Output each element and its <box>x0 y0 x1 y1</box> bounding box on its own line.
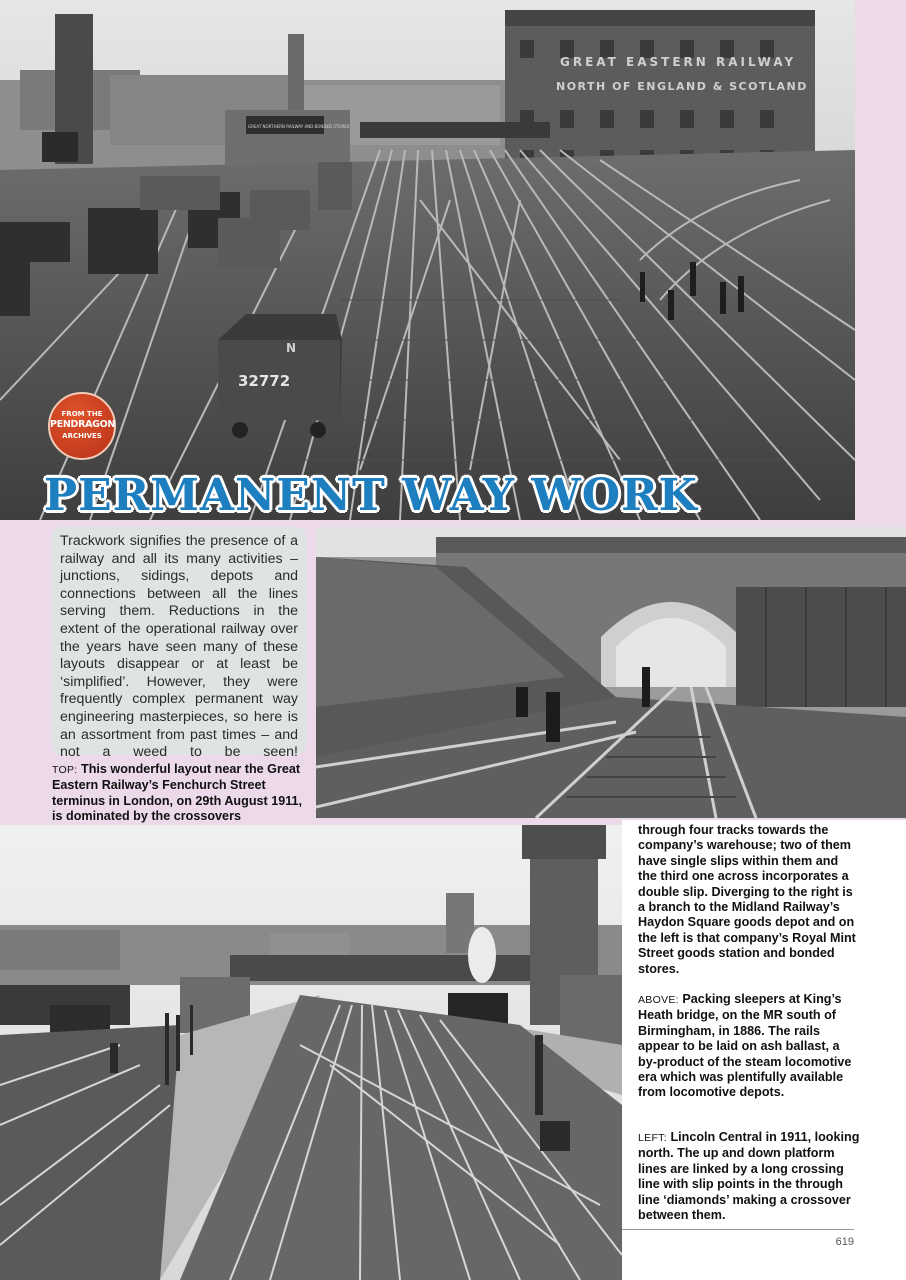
caption-above-text: Packing sleepers at King’s Heath bridge, on the MR south of Birmingham, in 1886. The rails appear to be laid on ash ballast, a by-product of the steam locomotive era which was plentifully available from locomotive depots. <box>638 992 852 1100</box>
caption-above <box>638 992 860 1101</box>
caption-top <box>52 762 306 825</box>
caption-left <box>638 1130 860 1223</box>
warehouse-sign-bottom: NORTH OF ENGLAND & SCOTLAND <box>556 80 808 93</box>
footer-rule <box>622 1229 854 1230</box>
photo-fenchurch-street <box>0 0 855 520</box>
caption-top-label: TOP: <box>52 764 78 776</box>
photo-kings-heath-bridge <box>316 527 906 818</box>
wagon-letter: N <box>286 341 297 355</box>
badge-line2: PENDRAGON <box>50 419 116 430</box>
intro-text: Trackwork signifies the presence of a railway and all its many activities – junctions, sidings, depots and connections between all the lines serving them. Reductions in the extent of the operational railway over the years have seen many of these layouts disappear or at least be ‘simplified’. However, they were frequently complex permanent way engineering masterpieces, so here is an assortment from past times – and not a weed to be seen! <box>52 527 306 755</box>
photo-lincoln-central <box>0 825 622 1280</box>
caption-left-label: LEFT: <box>638 1132 667 1144</box>
stores-sign: GREAT NORTHERN RAILWAY AND BONDED STORES <box>248 124 350 129</box>
caption-top-continuation <box>638 823 860 977</box>
wagon-number: 32772 <box>238 372 291 390</box>
pendragon-archives-badge <box>48 392 116 460</box>
badge-line1: FROM THE <box>61 410 103 418</box>
page-number: 619 <box>835 1236 854 1248</box>
caption-left-text: Lincoln Central in 1911, looking north. The up and down platform lines are linked by a long crossing line with slip points in the through line ‘diamonds’ making a crossover between them. <box>638 1130 860 1223</box>
caption-top-continuation-text: through four tracks towards the company’s warehouse; two of them have single slips within them and the third one across incorporates a double slip. Diverging to the right is a branch to the Midland Railway’s Haydon Square goods depot and on the left is that company’s Royal Mint Street goods station and bonded stores. <box>638 823 856 976</box>
caption-top-text: This wonderful layout near the Great Eastern Railway’s Fenchurch Street terminus in London, on 29th August 1911, is dominated by the crossovers <box>52 762 303 824</box>
warehouse-sign-top: GREAT EASTERN RAILWAY <box>560 55 797 69</box>
badge-line3: ARCHIVES <box>62 432 102 440</box>
caption-above-label: ABOVE: <box>638 994 679 1006</box>
article-title: PERMANENT WAY WORK <box>44 470 698 521</box>
